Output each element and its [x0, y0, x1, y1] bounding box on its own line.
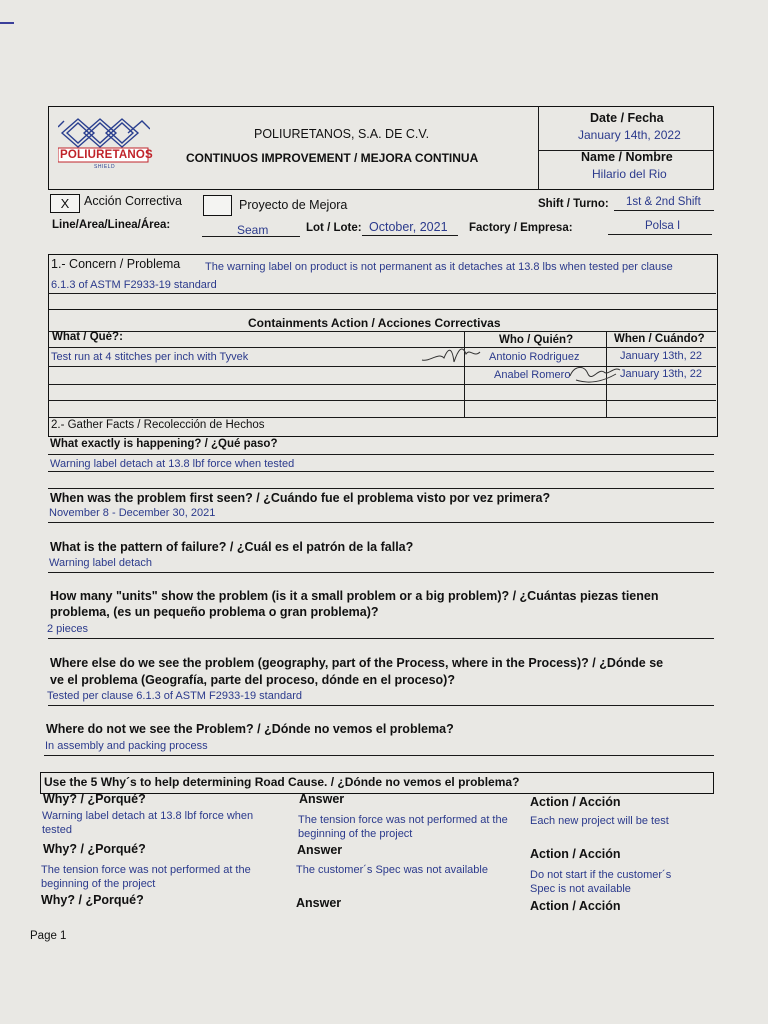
col-what-header: What / Qué?: — [52, 331, 123, 343]
answer-3-line — [48, 572, 714, 573]
date-value: January 14th, 2022 — [578, 128, 681, 142]
shift-underline — [614, 210, 714, 211]
answer-3: Warning label detach — [49, 557, 152, 569]
table-row-line-1 — [48, 347, 716, 348]
logo-text: POLIURETANOS — [60, 149, 153, 161]
action-label-2: Action / Acción — [530, 847, 621, 861]
answer-1-line-2: beginning of the project — [298, 828, 413, 840]
table-row-2-who: Anabel Romero — [494, 369, 571, 381]
answer-1-line-2 — [48, 471, 714, 472]
question-4: How many "units" show the problem (is it a small problem or a big problem)? / ¿Cuántas piezas tienen — [50, 589, 659, 603]
why-label-3: Why? / ¿Porqué? — [41, 893, 144, 907]
corrective-checkbox[interactable]: X — [50, 194, 80, 213]
corrective-label: Acción Correctiva — [84, 194, 182, 208]
table-row-1-when: January 13th, 22 — [620, 350, 702, 362]
signature-scribble-2 — [568, 360, 628, 388]
question-6: Where do not we see the Problem? / ¿Dónde no vemos el problema? — [46, 722, 454, 736]
action-2-line-1: Do not start if the customer´s — [530, 869, 672, 881]
why-label-2: Why? / ¿Porqué? — [43, 842, 146, 856]
why-1-line-1: Warning label detach at 13.8 lbf force when — [42, 810, 254, 822]
line-label: Line/Area/Linea/Área: — [52, 219, 171, 231]
company-logo — [58, 115, 153, 173]
corner-mark — [0, 22, 14, 24]
company-name: POLIURETANOS, S.A. DE C.V. — [254, 127, 430, 141]
answer-label-3: Answer — [296, 896, 342, 910]
answer-6-line — [44, 755, 714, 756]
answer-1-line-1: The tension force was not performed at the — [298, 814, 508, 826]
shift-label: Shift / Turno: — [538, 198, 609, 210]
answer-2-line — [48, 522, 714, 523]
question-1: What exactly is happening? / ¿Qué paso? — [50, 438, 278, 450]
answer-5-line — [48, 705, 714, 706]
date-label: Date / Fecha — [590, 111, 664, 125]
question-5: Where else do we see the problem (geography, part of the Process, where in the Process)? / ¿Dónde se — [50, 656, 664, 670]
answer-2: November 8 - December 30, 2021 — [49, 507, 216, 519]
improvement-label: Proyecto de Mejora — [239, 198, 348, 212]
answer-2-line-1: The customer´s Spec was not available — [296, 864, 488, 876]
answer-5: Tested per clause 6.1.3 of ASTM F2933-19 standard — [47, 690, 302, 702]
factory-underline — [608, 234, 712, 235]
concern-line-1 — [48, 293, 716, 294]
answer-4: 2 pieces — [47, 623, 88, 635]
concern-text-1: The warning label on product is not permanent as it detaches at 13.8 lbs when tested per clause — [205, 261, 673, 273]
why-label-1: Why? / ¿Porqué? — [43, 792, 146, 806]
line-underline — [202, 236, 300, 237]
answer-label-2: Answer — [297, 843, 343, 857]
improvement-checkbox[interactable] — [203, 195, 232, 216]
page-number: Page 1 — [30, 930, 67, 942]
concern-text-2: 6.1.3 of ASTM F2933-19 standard — [51, 279, 217, 291]
section-line-1 — [48, 488, 714, 489]
logo-subtext: SHIELD — [94, 164, 116, 170]
concern-label: 1.- Concern / Problema — [51, 257, 181, 271]
lot-label: Lot / Lote: — [306, 222, 362, 234]
signature-scribble-1 — [420, 340, 490, 370]
table-row-2-when: January 13th, 22 — [620, 368, 702, 380]
lot-underline — [362, 235, 458, 236]
answer-1-line — [48, 454, 714, 455]
why-2-line-1: The tension force was not performed at the — [41, 864, 251, 876]
action-1-line-1: Each new project will be test — [530, 815, 669, 827]
question-2: When was the problem first seen? / ¿Cuándo fue el problema visto por vez primera? — [50, 491, 551, 505]
answer-label-1: Answer — [299, 792, 345, 806]
why-2-line-2: beginning of the project — [41, 878, 156, 890]
whys-title: Use the 5 Why´s to help determining Road Cause. / ¿Dónde no vemos el problema? — [44, 775, 520, 789]
action-label-1: Action / Acción — [530, 795, 621, 809]
lot-value: October, 2021 — [369, 220, 448, 234]
shift-value: 1st & 2nd Shift — [626, 196, 701, 208]
question-5-cont: ve el problema (Geografía, parte del proceso, dónde en el proceso)? — [50, 673, 455, 687]
table-row-1-who: Antonio Rodriguez — [489, 351, 580, 363]
col-when-header: When / Cuándo? — [614, 333, 705, 345]
containment-title-line — [48, 331, 716, 332]
table-row-line-4 — [48, 400, 716, 401]
col-who-header: Who / Quién? — [499, 334, 574, 346]
name-label: Name / Nombre — [581, 150, 673, 164]
answer-4-line — [48, 638, 714, 639]
action-label-3: Action / Acción — [530, 899, 621, 913]
form-subtitle: CONTINUOS IMPROVEMENT / MEJORA CONTINUA — [186, 151, 479, 165]
factory-value: Polsa I — [645, 220, 681, 232]
answer-1: Warning label detach at 13.8 lbf force when tested — [50, 458, 295, 470]
question-3: What is the pattern of failure? / ¿Cuál es el patrón de la falla? — [50, 540, 414, 554]
answer-6: In assembly and packing process — [45, 740, 208, 752]
header-divider — [538, 106, 539, 190]
line-value: Seam — [237, 223, 269, 237]
name-value: Hilario del Rio — [592, 167, 667, 181]
factory-label: Factory / Empresa: — [469, 222, 573, 234]
question-4-cont: problema, (es un pequeño problema o gran problema)? — [50, 605, 379, 619]
containment-title: Containments Action / Acciones Correctivas — [248, 316, 501, 330]
why-1-line-2: tested — [42, 824, 72, 836]
table-row-1-what: Test run at 4 stitches per inch with Tyvek — [51, 351, 249, 363]
action-2-line-2: Spec is not available — [530, 883, 631, 895]
facts-label: 2.- Gather Facts / Recolección de Hechos — [51, 419, 265, 431]
